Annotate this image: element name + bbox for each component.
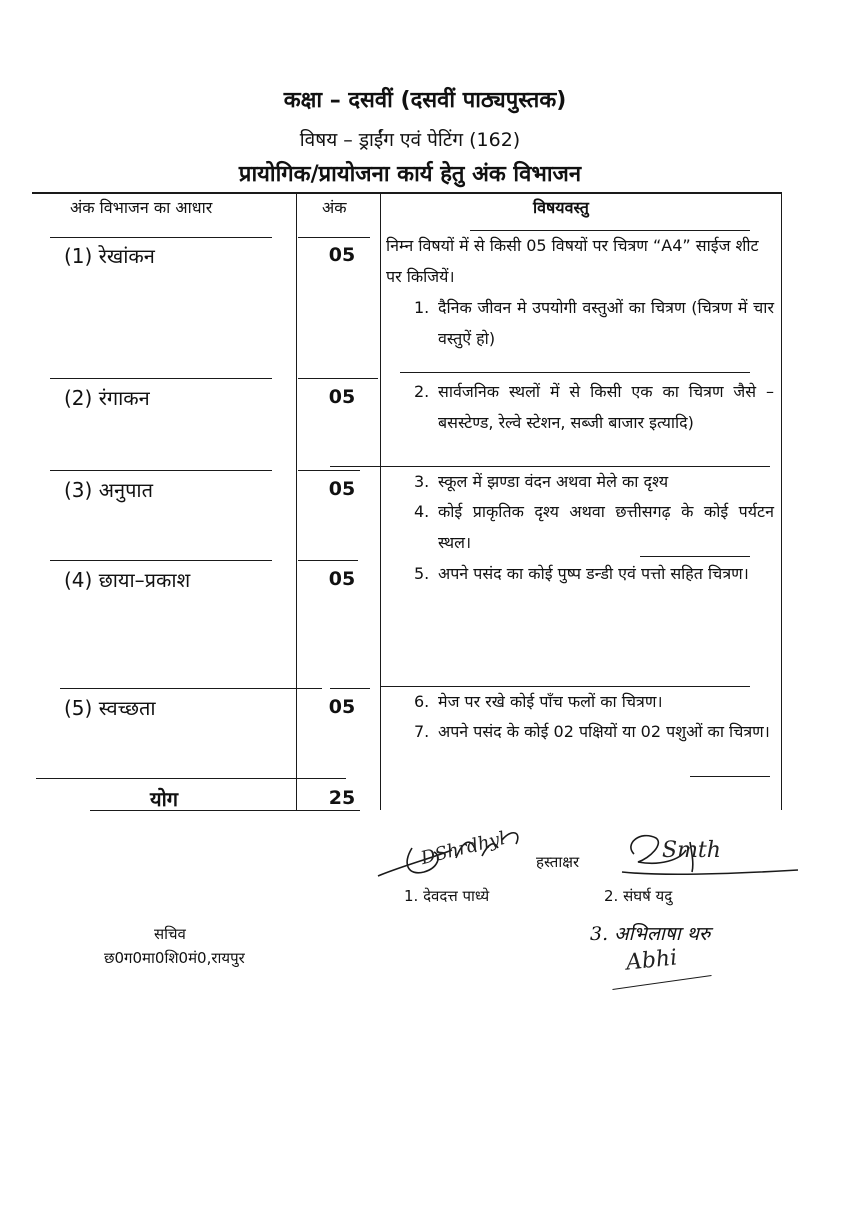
office-name: छ0ग0मा0शि0मं0,रायपुर bbox=[104, 949, 245, 967]
item-number: 2. bbox=[414, 382, 430, 401]
member-2-name: 2. संघर्ष यदु bbox=[604, 887, 673, 905]
list-item bbox=[386, 716, 774, 747]
marks-1: 05 bbox=[328, 244, 356, 266]
column-divider-1 bbox=[296, 193, 297, 810]
header-basis: अंक विभाजन का आधार bbox=[70, 198, 213, 217]
content-item-1 bbox=[386, 292, 774, 354]
item-text: अपने पसंद के कोई 02 पक्षियों या 02 पशुओं का चित्रण। bbox=[438, 722, 770, 741]
signature-label: हस्ताक्षर bbox=[536, 853, 580, 871]
content-item-2 bbox=[386, 376, 774, 438]
content-intro: निम्न विषयों में से किसी 05 विषयों पर चित्रण “A4” साईज शीट पर किजियें। bbox=[386, 236, 759, 286]
item-number: 5. bbox=[414, 564, 430, 583]
item-text: अपने पसंद का कोई पुष्प डन्डी एवं पत्तो सहित चित्रण। bbox=[438, 564, 749, 583]
marks-2: 05 bbox=[328, 386, 356, 408]
content-item-3 bbox=[386, 466, 774, 497]
item-number: 3. bbox=[414, 472, 430, 491]
content-item-7 bbox=[386, 716, 774, 747]
row-rule bbox=[60, 688, 322, 689]
row-rule bbox=[298, 378, 378, 379]
criterion-4: (4) छाया–प्रकाश bbox=[64, 568, 191, 592]
column-divider-2 bbox=[380, 193, 381, 810]
item-text: कोई प्राकृतिक दृश्य अथवा छत्तीसगढ़ के कोई पर्यटन स्थल। bbox=[438, 502, 774, 552]
row-rule bbox=[298, 237, 370, 238]
row-rule bbox=[50, 560, 272, 561]
row-rule bbox=[36, 778, 346, 779]
row-rule bbox=[400, 372, 750, 373]
list-item bbox=[386, 496, 774, 558]
row-rule bbox=[330, 688, 370, 689]
total-marks: 25 bbox=[328, 787, 356, 809]
list-item bbox=[386, 292, 774, 354]
right-border bbox=[781, 193, 782, 810]
member-3-name: 3. अभिलाषा थरु bbox=[590, 923, 711, 945]
header-content: विषयवस्तु bbox=[533, 198, 589, 217]
list-item bbox=[386, 686, 774, 717]
signature-3-text: Abhi bbox=[624, 945, 679, 976]
item-number: 6. bbox=[414, 692, 430, 711]
item-number: 7. bbox=[414, 722, 430, 741]
row-rule bbox=[50, 237, 272, 238]
marks-5: 05 bbox=[328, 696, 356, 718]
list-item bbox=[386, 376, 774, 438]
item-number: 4. bbox=[414, 502, 430, 521]
criterion-2: (2) रंगाकन bbox=[64, 386, 150, 410]
content-item-5 bbox=[386, 558, 774, 589]
row-rule bbox=[298, 560, 358, 561]
row-rule bbox=[690, 776, 770, 777]
marks-distribution-heading: प्रायोगिक/प्रायोजना कार्य हेतु अंक विभाजन bbox=[238, 162, 582, 187]
criterion-3: (3) अनुपात bbox=[64, 478, 154, 502]
list-item bbox=[386, 466, 774, 497]
item-text: मेज पर रखे कोई पाँच फलों का चित्रण। bbox=[438, 692, 663, 711]
item-text: स्कूल में झण्डा वंदन अथवा मेले का दृश्य bbox=[438, 472, 669, 491]
marks-4: 05 bbox=[328, 568, 356, 590]
subject-title: विषय – ड्राईंग एवं पेटिंग (162) bbox=[299, 129, 521, 151]
list-item bbox=[386, 558, 774, 589]
content-item-6 bbox=[386, 686, 774, 717]
criterion-1: (1) रेखांकन bbox=[64, 244, 155, 268]
signature-2-text: Smth bbox=[662, 838, 721, 863]
signature-1-text: DShrdhyl bbox=[418, 827, 508, 870]
marks-3: 05 bbox=[328, 478, 356, 500]
item-text: दैनिक जीवन मे उपयोगी वस्तुओं का चित्रण (चित्रण में चार वस्तुऐं हो) bbox=[438, 298, 774, 348]
content-item-4 bbox=[386, 496, 774, 558]
row-rule bbox=[50, 378, 272, 379]
item-number: 1. bbox=[414, 298, 430, 317]
row-rule bbox=[50, 470, 272, 471]
signature-3-underline bbox=[612, 975, 711, 990]
secretary-label: सचिव bbox=[154, 925, 186, 943]
criterion-5: (5) स्वच्छता bbox=[64, 696, 156, 720]
table-bottom-rule bbox=[90, 810, 360, 811]
total-label: योग bbox=[150, 787, 179, 811]
header-marks: अंक bbox=[322, 198, 347, 217]
class-title: कक्षा – दसवीं (दसवीं पाठ्यपुस्तक) bbox=[283, 88, 567, 113]
item-text: सार्वजनिक स्थलों में से किसी एक का चित्रण जैसे – बसस्टेण्ड, रेल्वे स्टेशन, सब्जी बाजार इत्यादि) bbox=[438, 382, 774, 432]
table-top-rule bbox=[32, 192, 782, 194]
member-1-name: 1. देवदत्त पाध्ये bbox=[404, 887, 490, 905]
row-rule bbox=[298, 470, 360, 471]
